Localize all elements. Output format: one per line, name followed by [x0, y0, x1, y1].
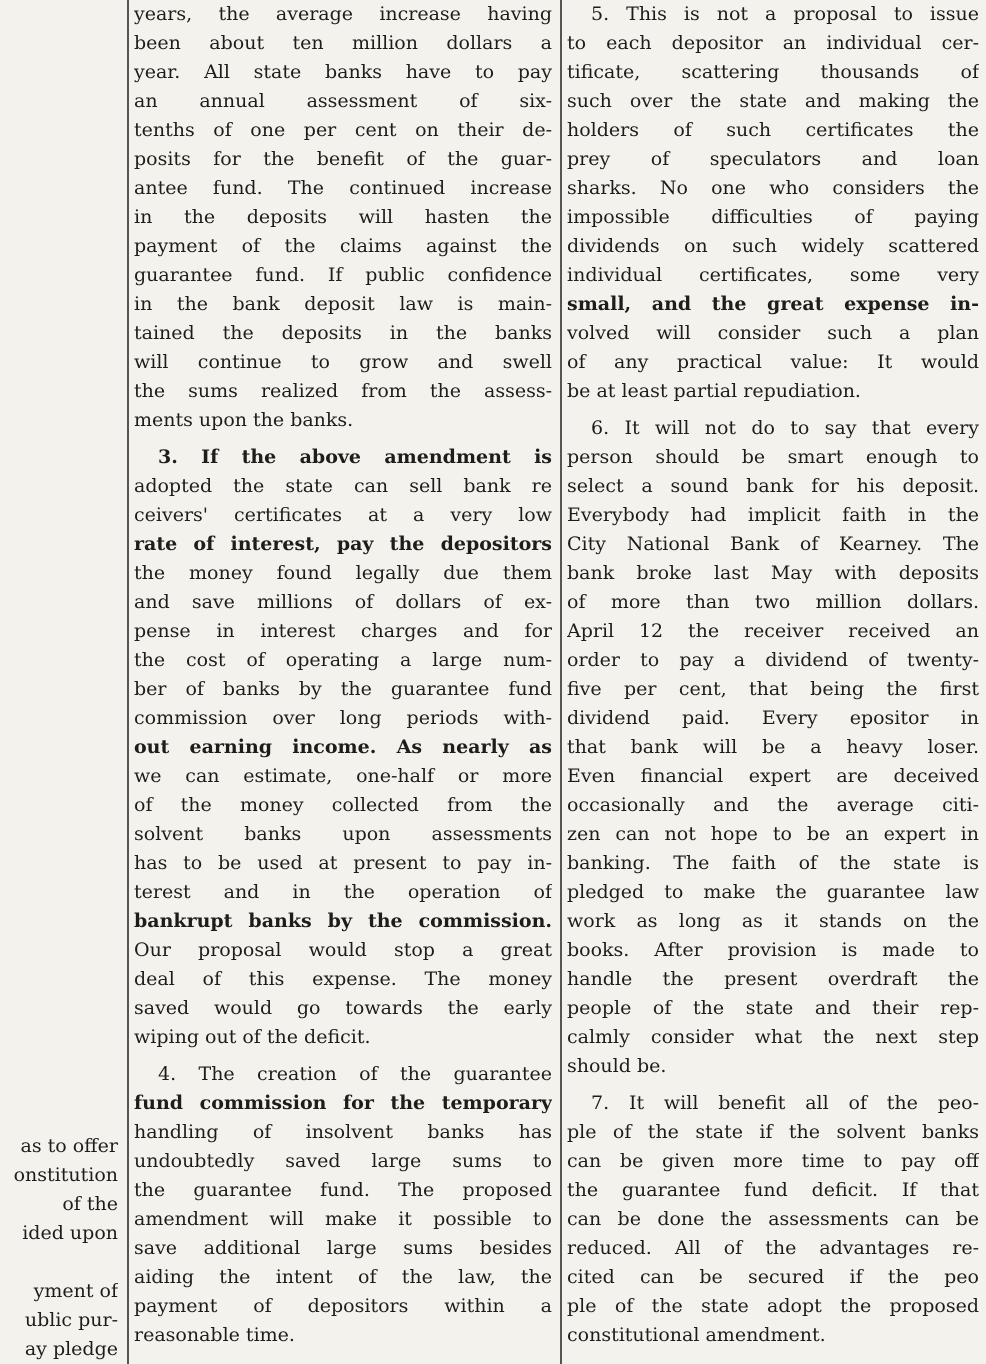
text-line: fund commission for the temporary [134, 1092, 552, 1114]
text-line: the money found legally due them [134, 562, 552, 584]
text-line: that bank will be a heavy loser. [567, 736, 979, 758]
text-line: Our proposal would stop a great [134, 939, 552, 961]
fragment-line: as to offer [20, 1135, 118, 1157]
text-line: saved would go towards the early [134, 997, 552, 1019]
text-line: work as long as it stands on the [567, 910, 979, 932]
text-line: banking. The faith of the state is [567, 852, 979, 874]
text-line: of more than two million dollars. [567, 591, 979, 613]
text-line: people of the state and their rep- [567, 997, 979, 1019]
paragraph-2-continued [134, 0, 552, 435]
text-line: ceivers' certificates at a very low [134, 504, 552, 526]
text-line: to each depositor an individual cer- [567, 32, 979, 54]
column-rule-right [560, 0, 562, 1364]
text-line: reasonable time. [134, 1324, 295, 1346]
text-line: amendment will make it possible to [134, 1208, 552, 1230]
text-line: pense in interest charges and for [134, 620, 552, 642]
text-line: been about ten million dollars a [134, 32, 552, 54]
text-line: sharks. No one who considers the [567, 177, 979, 199]
text-line: tificate, scattering thousands of [567, 61, 979, 83]
text-line: the guarantee fund deficit. If that [567, 1179, 979, 1201]
text-line: deal of this expense. The money [134, 968, 552, 990]
paragraph-7 [567, 1089, 979, 1350]
fragment-line: ided upon [22, 1222, 118, 1244]
text-line: aiding the intent of the law, the [134, 1266, 552, 1288]
text-line: 5. This is not a proposal to issue [591, 3, 979, 25]
text-line: year. All state banks have to pay [134, 61, 552, 83]
text-line: adopted the state can sell bank re [134, 475, 552, 497]
text-line: ments upon the banks. [134, 409, 354, 431]
text-line: will continue to grow and swell [134, 351, 552, 373]
text-line: handling of insolvent banks has [134, 1121, 552, 1143]
text-line: solvent banks upon assessments [134, 823, 552, 845]
text-line: undoubtedly saved large sums to [134, 1150, 552, 1172]
text-line: antee fund. The continued increase [134, 177, 552, 199]
text-line: payment of the claims against the [134, 235, 552, 257]
text-line: small, and the great expense in- [567, 293, 979, 315]
fragment-line [0, 1248, 118, 1277]
fragment-line: ublic pur- [24, 1309, 118, 1331]
text-line: 4. The creation of the guarantee [158, 1063, 552, 1085]
text-line: the cost of operating a large num- [134, 649, 552, 671]
text-line: save additional large sums besides [134, 1237, 552, 1259]
text-line: bank broke last May with deposits [567, 562, 979, 584]
paragraph-5 [567, 0, 979, 406]
middle-column [134, 0, 552, 1350]
text-line: order to pay a dividend of twenty- [567, 649, 979, 671]
fragment-line: of the [62, 1193, 118, 1215]
text-line: cited can be secured if the peo [567, 1266, 979, 1288]
text-line: zen can not hope to be an expert in [567, 823, 979, 845]
text-line: be at least partial repudiation. [567, 380, 861, 402]
text-line: prey of speculators and loan [567, 148, 979, 170]
text-line: constitutional amendment. [567, 1324, 826, 1346]
paragraph-4 [134, 1060, 552, 1350]
text-line: volved will consider such a plan [567, 322, 979, 344]
text-line: such over the state and making the [567, 90, 979, 112]
right-column [567, 0, 979, 1350]
text-line: tained the deposits in the banks [134, 322, 552, 344]
text-line: 7. It will benefit all of the peo- [591, 1092, 979, 1114]
text-line: guarantee fund. If public confidence [134, 264, 552, 286]
text-line: can be given more time to pay off [567, 1150, 979, 1172]
column-rule-left [127, 0, 129, 1364]
fragment-line: onstitution [13, 1164, 118, 1186]
text-line: pledged to make the guarantee law [567, 881, 979, 903]
text-line: terest and in the operation of [134, 881, 552, 903]
text-line: should be. [567, 1055, 667, 1077]
fragment-line: ay pledge [24, 1338, 118, 1360]
text-line: holders of such certificates the [567, 119, 979, 141]
text-line: books. After provision is made to [567, 939, 979, 961]
text-line: we can estimate, one-half or more [134, 765, 552, 787]
text-line: tenths of one per cent on their de- [134, 119, 552, 141]
text-line: Everybody had implicit faith in the [567, 504, 979, 526]
text-line: calmly consider what the next step [567, 1026, 979, 1048]
text-line: posits for the benefit of the guar- [134, 148, 552, 170]
text-line: five per cent, that being the first [567, 678, 979, 700]
text-line: the sums realized from the assess- [134, 380, 552, 402]
text-line: individual certificates, some very [567, 264, 979, 286]
text-line: commission over long periods with- [134, 707, 552, 729]
text-line: has to be used at present to pay in- [134, 852, 552, 874]
text-line: dividend paid. Every epositor in [567, 707, 979, 729]
text-line: ber of banks by the guarantee fund [134, 678, 552, 700]
paragraph-6 [567, 414, 979, 1081]
text-line: an annual assessment of six- [134, 90, 552, 112]
text-line: out earning income. As nearly as [134, 736, 552, 758]
text-line: and save millions of dollars of ex- [134, 591, 552, 613]
text-line: Even financial expert are deceived [567, 765, 979, 787]
text-line: in the bank deposit law is main- [134, 293, 552, 315]
text-line: person should be smart enough to [567, 446, 979, 468]
text-line: rate of interest, pay the depositors [134, 533, 552, 555]
left-column-fragment [0, 0, 118, 1364]
text-line: the guarantee fund. The proposed [134, 1179, 552, 1201]
text-line: bankrupt banks by the commission. [134, 910, 552, 932]
text-line: handle the present overdraft the [567, 968, 979, 990]
text-line: reduced. All of the advantages re- [567, 1237, 979, 1259]
paragraph-3 [134, 443, 552, 1052]
text-line: 3. If the above amendment is [158, 446, 552, 468]
text-line: 6. It will not do to say that every [591, 417, 979, 439]
text-line: of any practical value: It would [567, 351, 979, 373]
text-line: wiping out of the deficit. [134, 1026, 371, 1048]
text-line: April 12 the receiver received an [567, 620, 979, 642]
text-line: City National Bank of Kearney. The [567, 533, 979, 555]
text-line: payment of depositors within a [134, 1295, 552, 1317]
text-line: dividends on such widely scattered [567, 235, 979, 257]
text-line: of the money collected from the [134, 794, 552, 816]
text-line: occasionally and the average citi- [567, 794, 979, 816]
text-line: ple of the state if the solvent banks [567, 1121, 979, 1143]
text-line: in the deposits will hasten the [134, 206, 552, 228]
text-line: select a sound bank for his deposit. [567, 475, 979, 497]
fragment-line: yment of [33, 1280, 118, 1302]
text-line: ple of the state adopt the proposed [567, 1295, 979, 1317]
text-line: can be done the assessments can be [567, 1208, 979, 1230]
text-line: years, the average increase having [134, 3, 552, 25]
text-line: impossible difficulties of paying [567, 206, 979, 228]
